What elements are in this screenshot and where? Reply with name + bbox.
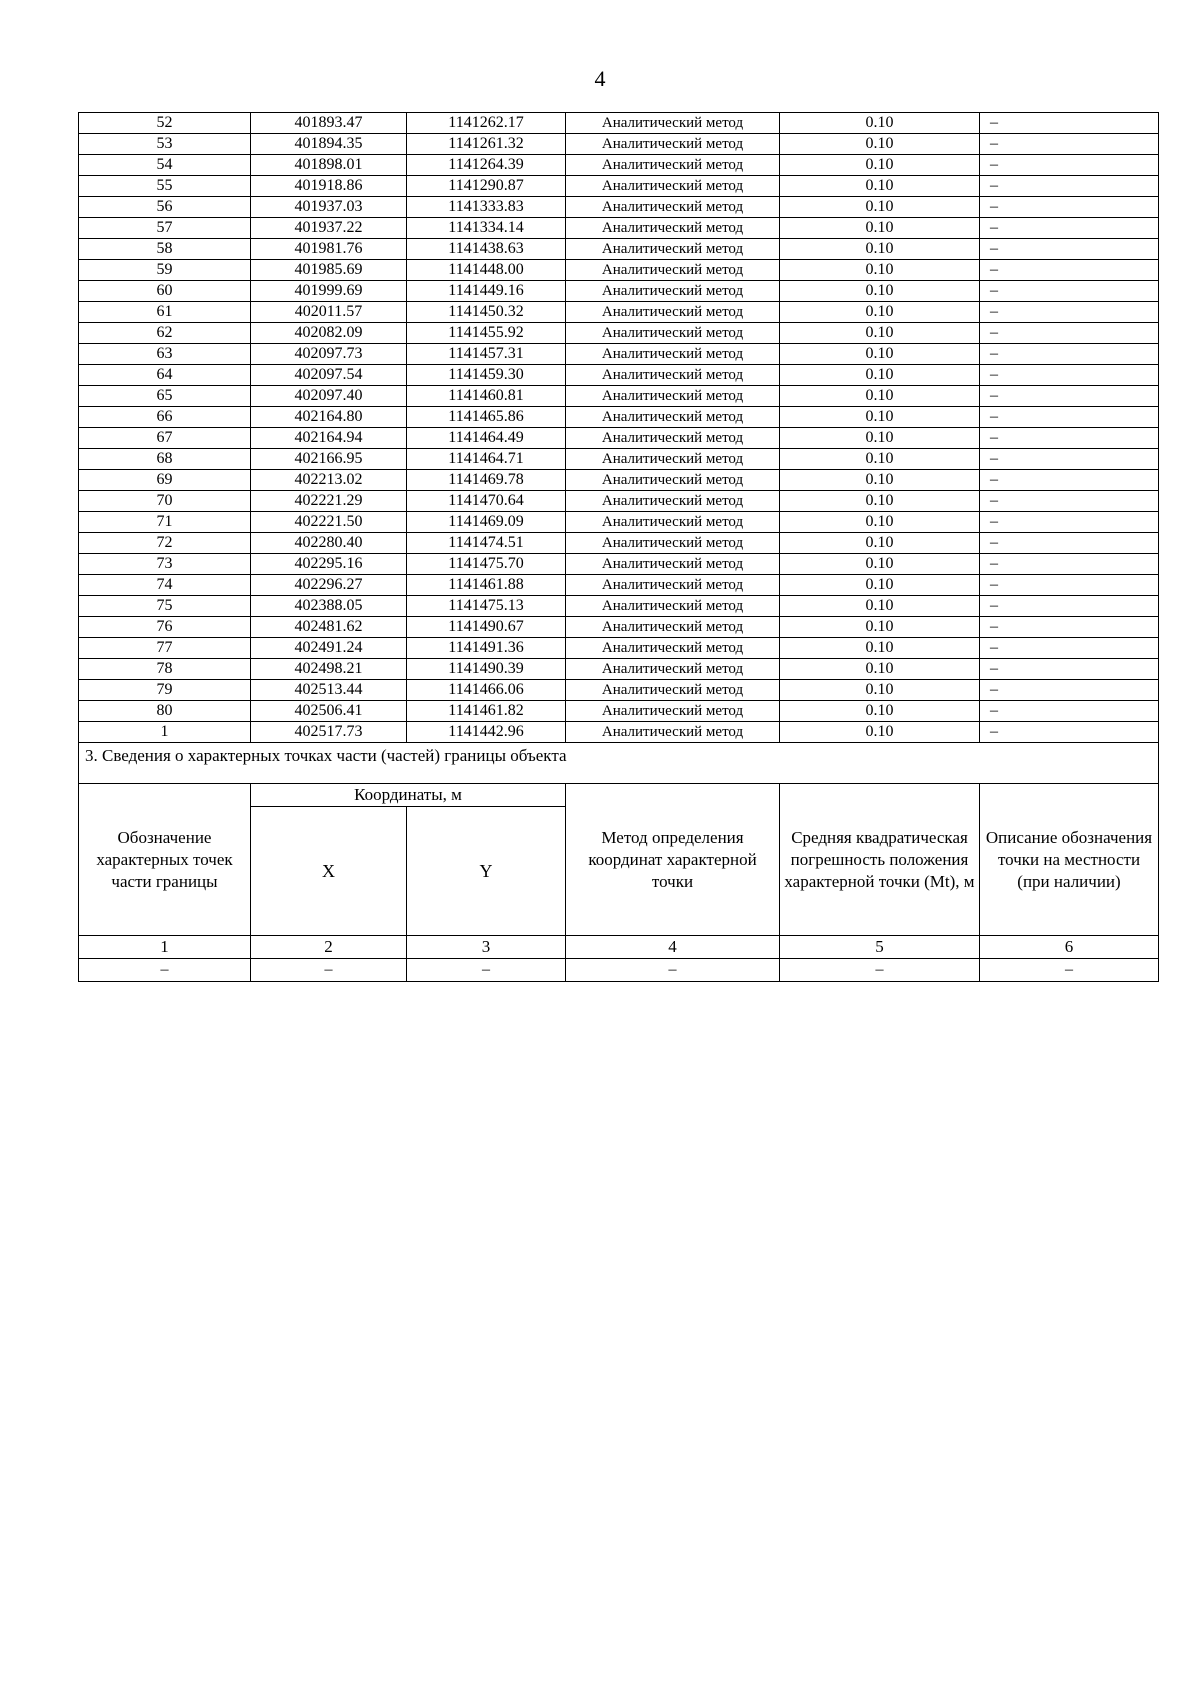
point-number-cell: 70 bbox=[79, 491, 251, 512]
method-cell: Аналитический метод bbox=[566, 113, 780, 134]
description-cell: – bbox=[980, 554, 1159, 575]
y-coordinate-cell: 1141465.86 bbox=[407, 407, 566, 428]
section3-empty-row bbox=[79, 959, 1159, 982]
y-coordinate-cell: 1141455.92 bbox=[407, 323, 566, 344]
method-cell: Аналитический метод bbox=[566, 323, 780, 344]
empty-cell: – bbox=[79, 959, 251, 982]
y-coordinate-cell: 1141461.82 bbox=[407, 701, 566, 722]
x-coordinate-cell: 402498.21 bbox=[251, 659, 407, 680]
method-cell: Аналитический метод bbox=[566, 638, 780, 659]
point-number-cell: 54 bbox=[79, 155, 251, 176]
x-coordinate-cell: 402296.27 bbox=[251, 575, 407, 596]
y-coordinate-cell: 1141438.63 bbox=[407, 239, 566, 260]
description-cell: – bbox=[980, 176, 1159, 197]
y-coordinate-cell: 1141469.09 bbox=[407, 512, 566, 533]
error-cell: 0.10 bbox=[780, 218, 980, 239]
table-row bbox=[79, 281, 1159, 302]
error-cell: 0.10 bbox=[780, 512, 980, 533]
method-cell: Аналитический метод bbox=[566, 533, 780, 554]
table-row bbox=[79, 575, 1159, 596]
empty-cell: – bbox=[780, 959, 980, 982]
description-cell: – bbox=[980, 281, 1159, 302]
y-coordinate-cell: 1141449.16 bbox=[407, 281, 566, 302]
y-coordinate-cell: 1141490.67 bbox=[407, 617, 566, 638]
column-number: 4 bbox=[566, 936, 780, 959]
method-cell: Аналитический метод bbox=[566, 176, 780, 197]
error-cell: 0.10 bbox=[780, 617, 980, 638]
error-cell: 0.10 bbox=[780, 344, 980, 365]
y-coordinate-cell: 1141448.00 bbox=[407, 260, 566, 281]
x-coordinate-cell: 401918.86 bbox=[251, 176, 407, 197]
point-number-cell: 57 bbox=[79, 218, 251, 239]
point-number-cell: 56 bbox=[79, 197, 251, 218]
empty-cell: – bbox=[566, 959, 780, 982]
header-error: Средняя квадратическая погрешность положения характерной точки (Mt), м bbox=[780, 784, 980, 936]
y-coordinate-cell: 1141457.31 bbox=[407, 344, 566, 365]
description-cell: – bbox=[980, 617, 1159, 638]
method-cell: Аналитический метод bbox=[566, 659, 780, 680]
method-cell: Аналитический метод bbox=[566, 218, 780, 239]
y-coordinate-cell: 1141466.06 bbox=[407, 680, 566, 701]
error-cell: 0.10 bbox=[780, 554, 980, 575]
error-cell: 0.10 bbox=[780, 533, 980, 554]
error-cell: 0.10 bbox=[780, 260, 980, 281]
description-cell: – bbox=[980, 512, 1159, 533]
point-number-cell: 77 bbox=[79, 638, 251, 659]
method-cell: Аналитический метод bbox=[566, 239, 780, 260]
error-cell: 0.10 bbox=[780, 365, 980, 386]
table-row bbox=[79, 554, 1159, 575]
table-row bbox=[79, 260, 1159, 281]
description-cell: – bbox=[980, 155, 1159, 176]
x-coordinate-cell: 402481.62 bbox=[251, 617, 407, 638]
empty-cell: – bbox=[407, 959, 566, 982]
description-cell: – bbox=[980, 428, 1159, 449]
table-row bbox=[79, 113, 1159, 134]
description-cell: – bbox=[980, 260, 1159, 281]
method-cell: Аналитический метод bbox=[566, 260, 780, 281]
point-number-cell: 53 bbox=[79, 134, 251, 155]
y-coordinate-cell: 1141490.39 bbox=[407, 659, 566, 680]
error-cell: 0.10 bbox=[780, 155, 980, 176]
description-cell: – bbox=[980, 113, 1159, 134]
x-coordinate-cell: 402164.94 bbox=[251, 428, 407, 449]
error-cell: 0.10 bbox=[780, 449, 980, 470]
method-cell: Аналитический метод bbox=[566, 302, 780, 323]
error-cell: 0.10 bbox=[780, 407, 980, 428]
coordinates-table bbox=[78, 112, 1159, 982]
x-coordinate-cell: 402295.16 bbox=[251, 554, 407, 575]
error-cell: 0.10 bbox=[780, 722, 980, 743]
description-cell: – bbox=[980, 239, 1159, 260]
header-coordinates: Координаты, м bbox=[251, 784, 566, 807]
error-cell: 0.10 bbox=[780, 470, 980, 491]
y-coordinate-cell: 1141262.17 bbox=[407, 113, 566, 134]
method-cell: Аналитический метод bbox=[566, 197, 780, 218]
x-coordinate-cell: 402491.24 bbox=[251, 638, 407, 659]
x-coordinate-cell: 401898.01 bbox=[251, 155, 407, 176]
table-row bbox=[79, 155, 1159, 176]
column-number: 6 bbox=[980, 936, 1159, 959]
x-coordinate-cell: 401999.69 bbox=[251, 281, 407, 302]
description-cell: – bbox=[980, 386, 1159, 407]
point-number-cell: 72 bbox=[79, 533, 251, 554]
table-row bbox=[79, 617, 1159, 638]
table-row bbox=[79, 197, 1159, 218]
point-number-cell: 75 bbox=[79, 596, 251, 617]
method-cell: Аналитический метод bbox=[566, 512, 780, 533]
description-cell: – bbox=[980, 323, 1159, 344]
error-cell: 0.10 bbox=[780, 680, 980, 701]
x-coordinate-cell: 402221.29 bbox=[251, 491, 407, 512]
column-numbers-row bbox=[79, 936, 1159, 959]
table-row bbox=[79, 239, 1159, 260]
point-number-cell: 76 bbox=[79, 617, 251, 638]
point-number-cell: 62 bbox=[79, 323, 251, 344]
method-cell: Аналитический метод bbox=[566, 722, 780, 743]
x-coordinate-cell: 402164.80 bbox=[251, 407, 407, 428]
point-number-cell: 58 bbox=[79, 239, 251, 260]
table-row bbox=[79, 218, 1159, 239]
description-cell: – bbox=[980, 365, 1159, 386]
error-cell: 0.10 bbox=[780, 428, 980, 449]
x-coordinate-cell: 402280.40 bbox=[251, 533, 407, 554]
header-y: Y bbox=[407, 807, 566, 936]
table-row bbox=[79, 428, 1159, 449]
x-coordinate-cell: 401894.35 bbox=[251, 134, 407, 155]
x-coordinate-cell: 401981.76 bbox=[251, 239, 407, 260]
point-number-cell: 55 bbox=[79, 176, 251, 197]
description-cell: – bbox=[980, 533, 1159, 554]
error-cell: 0.10 bbox=[780, 638, 980, 659]
error-cell: 0.10 bbox=[780, 386, 980, 407]
error-cell: 0.10 bbox=[780, 197, 980, 218]
table-row bbox=[79, 533, 1159, 554]
column-number: 3 bbox=[407, 936, 566, 959]
x-coordinate-cell: 402097.54 bbox=[251, 365, 407, 386]
point-number-cell: 59 bbox=[79, 260, 251, 281]
x-coordinate-cell: 402166.95 bbox=[251, 449, 407, 470]
header-x: X bbox=[251, 807, 407, 936]
column-number: 5 bbox=[780, 936, 980, 959]
method-cell: Аналитический метод bbox=[566, 554, 780, 575]
method-cell: Аналитический метод bbox=[566, 386, 780, 407]
error-cell: 0.10 bbox=[780, 491, 980, 512]
method-cell: Аналитический метод bbox=[566, 344, 780, 365]
point-number-cell: 79 bbox=[79, 680, 251, 701]
y-coordinate-cell: 1141261.32 bbox=[407, 134, 566, 155]
method-cell: Аналитический метод bbox=[566, 617, 780, 638]
x-coordinate-cell: 402221.50 bbox=[251, 512, 407, 533]
y-coordinate-cell: 1141333.83 bbox=[407, 197, 566, 218]
x-coordinate-cell: 401937.22 bbox=[251, 218, 407, 239]
method-cell: Аналитический метод bbox=[566, 428, 780, 449]
description-cell: – bbox=[980, 722, 1159, 743]
description-cell: – bbox=[980, 638, 1159, 659]
description-cell: – bbox=[980, 134, 1159, 155]
column-number: 2 bbox=[251, 936, 407, 959]
table-row bbox=[79, 344, 1159, 365]
description-cell: – bbox=[980, 659, 1159, 680]
method-cell: Аналитический метод bbox=[566, 155, 780, 176]
point-number-cell: 67 bbox=[79, 428, 251, 449]
x-coordinate-cell: 402388.05 bbox=[251, 596, 407, 617]
point-number-cell: 65 bbox=[79, 386, 251, 407]
table-row bbox=[79, 491, 1159, 512]
error-cell: 0.10 bbox=[780, 575, 980, 596]
point-number-cell: 80 bbox=[79, 701, 251, 722]
point-number-cell: 74 bbox=[79, 575, 251, 596]
description-cell: – bbox=[980, 575, 1159, 596]
y-coordinate-cell: 1141474.51 bbox=[407, 533, 566, 554]
y-coordinate-cell: 1141464.49 bbox=[407, 428, 566, 449]
method-cell: Аналитический метод bbox=[566, 575, 780, 596]
x-coordinate-cell: 402097.73 bbox=[251, 344, 407, 365]
error-cell: 0.10 bbox=[780, 701, 980, 722]
point-number-cell: 63 bbox=[79, 344, 251, 365]
point-number-cell: 71 bbox=[79, 512, 251, 533]
method-cell: Аналитический метод bbox=[566, 281, 780, 302]
table-row bbox=[79, 701, 1159, 722]
points-table-body bbox=[79, 113, 1159, 743]
point-number-cell: 61 bbox=[79, 302, 251, 323]
section3-title: 3. Сведения о характерных точках части (частей) границы объекта bbox=[79, 743, 1159, 784]
point-number-cell: 68 bbox=[79, 449, 251, 470]
description-cell: – bbox=[980, 218, 1159, 239]
description-cell: – bbox=[980, 491, 1159, 512]
point-number-cell: 64 bbox=[79, 365, 251, 386]
method-cell: Аналитический метод bbox=[566, 365, 780, 386]
method-cell: Аналитический метод bbox=[566, 470, 780, 491]
table-row bbox=[79, 512, 1159, 533]
table-row bbox=[79, 722, 1159, 743]
x-coordinate-cell: 401985.69 bbox=[251, 260, 407, 281]
y-coordinate-cell: 1141264.39 bbox=[407, 155, 566, 176]
method-cell: Аналитический метод bbox=[566, 449, 780, 470]
y-coordinate-cell: 1141470.64 bbox=[407, 491, 566, 512]
y-coordinate-cell: 1141450.32 bbox=[407, 302, 566, 323]
y-coordinate-cell: 1141475.13 bbox=[407, 596, 566, 617]
table-row bbox=[79, 449, 1159, 470]
description-cell: – bbox=[980, 701, 1159, 722]
empty-cell: – bbox=[980, 959, 1159, 982]
table-row bbox=[79, 365, 1159, 386]
method-cell: Аналитический метод bbox=[566, 407, 780, 428]
x-coordinate-cell: 402011.57 bbox=[251, 302, 407, 323]
description-cell: – bbox=[980, 407, 1159, 428]
y-coordinate-cell: 1141461.88 bbox=[407, 575, 566, 596]
table-row bbox=[79, 386, 1159, 407]
section3-block bbox=[79, 743, 1159, 982]
description-cell: – bbox=[980, 197, 1159, 218]
page-number: 4 bbox=[594, 66, 606, 91]
y-coordinate-cell: 1141459.30 bbox=[407, 365, 566, 386]
x-coordinate-cell: 402506.41 bbox=[251, 701, 407, 722]
y-coordinate-cell: 1141464.71 bbox=[407, 449, 566, 470]
table-row bbox=[79, 596, 1159, 617]
error-cell: 0.10 bbox=[780, 239, 980, 260]
error-cell: 0.10 bbox=[780, 281, 980, 302]
table-row bbox=[79, 638, 1159, 659]
x-coordinate-cell: 402082.09 bbox=[251, 323, 407, 344]
x-coordinate-cell: 402213.02 bbox=[251, 470, 407, 491]
method-cell: Аналитический метод bbox=[566, 491, 780, 512]
error-cell: 0.10 bbox=[780, 596, 980, 617]
table-row bbox=[79, 134, 1159, 155]
description-cell: – bbox=[980, 470, 1159, 491]
x-coordinate-cell: 402517.73 bbox=[251, 722, 407, 743]
y-coordinate-cell: 1141442.96 bbox=[407, 722, 566, 743]
point-number-cell: 78 bbox=[79, 659, 251, 680]
error-cell: 0.10 bbox=[780, 176, 980, 197]
y-coordinate-cell: 1141469.78 bbox=[407, 470, 566, 491]
description-cell: – bbox=[980, 344, 1159, 365]
error-cell: 0.10 bbox=[780, 113, 980, 134]
description-cell: – bbox=[980, 302, 1159, 323]
point-number-cell: 60 bbox=[79, 281, 251, 302]
point-number-cell: 52 bbox=[79, 113, 251, 134]
description-cell: – bbox=[980, 449, 1159, 470]
method-cell: Аналитический метод bbox=[566, 680, 780, 701]
empty-cell: – bbox=[251, 959, 407, 982]
table-row bbox=[79, 407, 1159, 428]
header-method: Метод определения координат характерной точки bbox=[566, 784, 780, 936]
header-description: Описание обозначения точки на местности (при наличии) bbox=[980, 784, 1159, 936]
point-number-cell: 69 bbox=[79, 470, 251, 491]
x-coordinate-cell: 402513.44 bbox=[251, 680, 407, 701]
y-coordinate-cell: 1141334.14 bbox=[407, 218, 566, 239]
method-cell: Аналитический метод bbox=[566, 701, 780, 722]
error-cell: 0.10 bbox=[780, 302, 980, 323]
table-row bbox=[79, 323, 1159, 344]
x-coordinate-cell: 401893.47 bbox=[251, 113, 407, 134]
table-row bbox=[79, 680, 1159, 701]
method-cell: Аналитический метод bbox=[566, 596, 780, 617]
error-cell: 0.10 bbox=[780, 659, 980, 680]
point-number-cell: 1 bbox=[79, 722, 251, 743]
method-cell: Аналитический метод bbox=[566, 134, 780, 155]
table-row bbox=[79, 659, 1159, 680]
header-point: Обозначение характерных точек части границы bbox=[79, 784, 251, 936]
error-cell: 0.10 bbox=[780, 134, 980, 155]
y-coordinate-cell: 1141290.87 bbox=[407, 176, 566, 197]
x-coordinate-cell: 402097.40 bbox=[251, 386, 407, 407]
y-coordinate-cell: 1141460.81 bbox=[407, 386, 566, 407]
y-coordinate-cell: 1141475.70 bbox=[407, 554, 566, 575]
point-number-cell: 73 bbox=[79, 554, 251, 575]
point-number-cell: 66 bbox=[79, 407, 251, 428]
x-coordinate-cell: 401937.03 bbox=[251, 197, 407, 218]
y-coordinate-cell: 1141491.36 bbox=[407, 638, 566, 659]
table-row bbox=[79, 302, 1159, 323]
description-cell: – bbox=[980, 680, 1159, 701]
table-row bbox=[79, 470, 1159, 491]
column-number: 1 bbox=[79, 936, 251, 959]
table-row bbox=[79, 176, 1159, 197]
description-cell: – bbox=[980, 596, 1159, 617]
error-cell: 0.10 bbox=[780, 323, 980, 344]
